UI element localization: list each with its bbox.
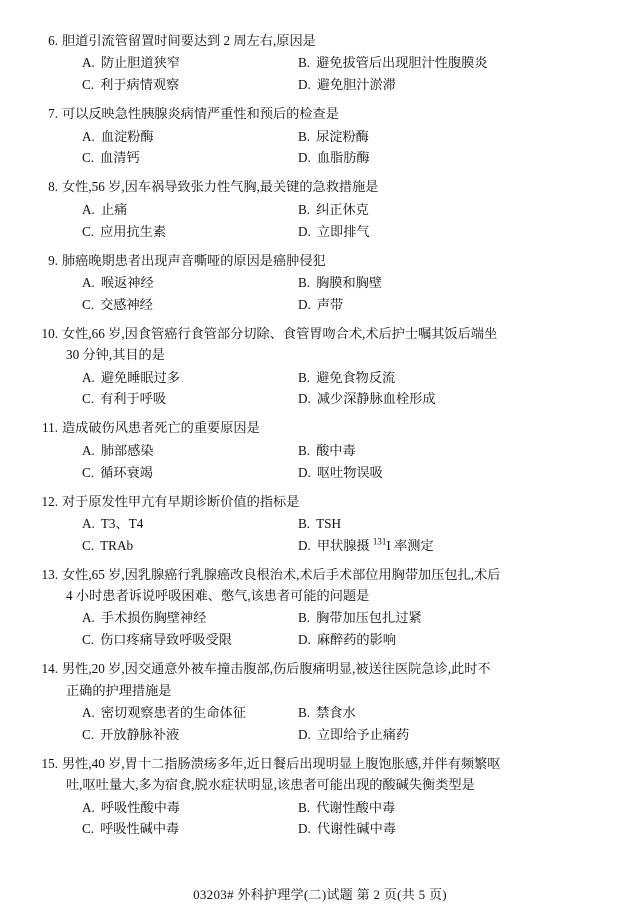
question-stem	[36, 250, 604, 271]
option-row	[66, 797, 604, 819]
option-c[interactable]	[66, 294, 294, 316]
option-row	[66, 272, 604, 294]
option-d[interactable]	[294, 388, 436, 410]
option-a[interactable]	[66, 797, 294, 819]
option-label: D.	[298, 223, 311, 239]
option-d[interactable]	[294, 535, 434, 557]
option-label: C.	[82, 150, 95, 166]
option-a[interactable]	[66, 272, 294, 294]
option-b[interactable]	[294, 52, 488, 74]
option-d[interactable]	[294, 294, 343, 316]
option-b[interactable]	[294, 607, 422, 629]
option-label: B.	[298, 369, 311, 385]
option-text: 血脂肪酶	[316, 150, 370, 166]
question-text: 肺癌晚期患者出现声音嘶哑的原因是癌肿侵犯	[62, 252, 326, 268]
question-number: 7.	[48, 106, 58, 122]
option-label: B.	[298, 515, 311, 531]
option-text: 喉返神经	[100, 274, 154, 290]
option-row	[66, 74, 604, 96]
option-text: 有利于呼吸	[100, 391, 167, 407]
option-b[interactable]	[294, 199, 369, 221]
option-label: A.	[82, 705, 95, 720]
question-text-continued: 正确的护理措施是	[66, 682, 172, 698]
option-label: C.	[82, 726, 95, 742]
option-label: A.	[82, 799, 95, 815]
option-b[interactable]	[294, 513, 341, 535]
option-list	[66, 126, 604, 170]
option-text: 密切观察患者的生命体征	[100, 705, 246, 720]
option-label: D.	[298, 632, 311, 648]
option-label: D.	[298, 726, 311, 742]
option-text: 血清钙	[100, 150, 140, 166]
option-text: 尿淀粉酶	[316, 128, 369, 144]
option-row	[66, 513, 604, 535]
option-c[interactable]	[66, 388, 294, 410]
option-label: B.	[298, 128, 311, 144]
option-list	[66, 607, 604, 651]
question-text: 造成破伤风患者死亡的重要原因是	[62, 420, 260, 436]
option-text: TSH	[316, 515, 342, 531]
option-d[interactable]	[294, 629, 396, 651]
option-d[interactable]	[294, 221, 370, 243]
option-label: B.	[298, 442, 311, 458]
question-text: 可以反映急性胰腺炎病情严重性和预后的检查是	[62, 106, 339, 122]
option-list	[66, 52, 604, 96]
option-row	[66, 440, 604, 462]
option-label: D.	[298, 464, 311, 480]
option-b[interactable]	[294, 272, 382, 294]
option-text: 呕吐物误吸	[316, 464, 383, 480]
option-c[interactable]	[66, 221, 294, 243]
question-number: 15.	[41, 755, 58, 771]
option-text: 手术损伤胸壁神经	[100, 610, 207, 626]
question-number: 8.	[48, 179, 58, 195]
option-row	[66, 199, 604, 221]
question-item	[36, 564, 604, 652]
option-text: 声带	[316, 296, 344, 312]
option-row	[66, 126, 604, 148]
option-text: 代谢性酸中毒	[316, 799, 396, 815]
question-item	[36, 323, 604, 411]
option-row	[66, 147, 604, 169]
option-label: C.	[82, 77, 95, 93]
option-b[interactable]	[294, 797, 395, 819]
option-row	[66, 702, 604, 724]
option-label: A.	[82, 610, 95, 626]
option-label: C.	[82, 632, 95, 648]
option-text: 胸带加压包扎过紧	[316, 610, 422, 626]
option-text: 呼吸性碱中毒	[100, 821, 180, 837]
option-text: 甲状腺摄 $^{131}$I 率测定	[316, 536, 434, 553]
question-stem	[36, 564, 604, 585]
question-number: 14.	[41, 661, 58, 677]
option-a[interactable]	[66, 199, 294, 221]
option-label: B.	[298, 610, 311, 626]
option-b[interactable]	[294, 702, 356, 724]
option-label: B.	[298, 201, 311, 217]
option-label: D.	[298, 821, 311, 837]
option-row	[66, 52, 604, 74]
question-text: 胆道引流管留置时间要达到 2 周左右,原因是	[62, 33, 316, 48]
option-text: 交感神经	[100, 296, 153, 312]
option-text: 避免胆汁淤滞	[316, 77, 396, 93]
option-a[interactable]	[66, 126, 294, 148]
option-row	[66, 629, 604, 651]
option-label: D.	[298, 296, 311, 312]
option-a[interactable]	[66, 52, 294, 74]
option-label: A.	[82, 369, 95, 385]
option-text: 立即给予止痛药	[316, 726, 410, 742]
option-a[interactable]	[66, 513, 294, 535]
option-text: 肺部感染	[100, 442, 154, 458]
option-text: 立即排气	[316, 223, 370, 239]
question-text: 女性,66 岁,因食管癌行食管部分切除、食管胃吻合术,术后护士嘱其饭后端坐	[62, 325, 498, 341]
question-stem	[36, 658, 604, 679]
option-row	[66, 818, 604, 840]
option-c[interactable]	[66, 462, 294, 484]
option-label: D.	[298, 150, 311, 166]
question-text: 男性,40 岁,胃十二指肠溃疡多年,近日餐后出现明显上腹饱胀感,并伴有频繁呕	[62, 755, 501, 771]
option-label: C.	[82, 296, 95, 312]
question-item	[36, 658, 604, 746]
option-list	[66, 702, 604, 746]
option-row	[66, 607, 604, 629]
option-label: A.	[82, 274, 95, 290]
option-a[interactable]	[66, 440, 294, 462]
question-item	[36, 103, 604, 169]
option-label: A.	[82, 55, 95, 71]
option-row	[66, 388, 604, 410]
question-list	[36, 30, 604, 840]
question-stem	[36, 103, 604, 124]
option-d[interactable]	[294, 462, 383, 484]
question-text-continued: 30 分钟,其目的是	[66, 347, 165, 363]
option-row	[66, 724, 604, 746]
question-stem	[36, 491, 604, 512]
question-item	[36, 30, 604, 96]
question-stem	[36, 30, 604, 51]
option-text: 避免拔管后出现胆汁性腹膜炎	[316, 55, 488, 71]
option-c[interactable]	[66, 629, 294, 651]
option-c[interactable]	[66, 147, 294, 169]
option-label: B.	[298, 274, 311, 290]
option-text: TRAb	[100, 537, 134, 553]
option-text: 代谢性碱中毒	[316, 821, 396, 837]
option-row	[66, 462, 604, 484]
option-text: 防止胆道狭窄	[100, 55, 180, 71]
option-a[interactable]	[66, 607, 294, 629]
question-text: 女性,56 岁,因车祸导致张力性气胸,最关键的急救措施是	[62, 179, 379, 195]
option-d[interactable]	[294, 147, 370, 169]
question-text: 男性,20 岁,因交通意外被车撞击腹部,伤后腹痛明显,被送往医院急诊,此时不	[62, 661, 491, 677]
question-text: 对于原发性甲亢有早期诊断价值的指标是	[62, 493, 300, 509]
option-text: 血淀粉酶	[100, 128, 154, 144]
option-text: 酸中毒	[316, 442, 356, 458]
option-label: A.	[82, 201, 95, 217]
option-a[interactable]	[66, 702, 294, 724]
option-label: C.	[82, 821, 95, 837]
question-item	[36, 753, 604, 841]
option-label: C.	[82, 223, 95, 239]
option-d[interactable]	[294, 74, 396, 96]
option-label: A.	[82, 515, 95, 531]
option-label: A.	[82, 128, 95, 144]
option-label: C.	[82, 391, 95, 407]
question-number: 6.	[48, 33, 58, 48]
option-c[interactable]	[66, 818, 294, 840]
option-b[interactable]	[294, 126, 369, 148]
option-text: 伤口疼痛导致呼吸受限	[100, 632, 232, 648]
option-text: 呼吸性酸中毒	[100, 799, 180, 815]
question-stem	[36, 417, 604, 438]
option-text: 止痛	[100, 201, 128, 217]
option-text: 减少深静脉血栓形成	[316, 391, 436, 407]
question-number: 12.	[41, 493, 58, 509]
option-list	[66, 513, 604, 557]
option-c[interactable]	[66, 724, 294, 746]
question-item	[36, 250, 604, 316]
option-text: 禁食水	[316, 705, 356, 720]
option-label: A.	[82, 442, 95, 458]
question-text-continued: 4 小时患者诉说呼吸困难、憋气,该患者可能的问题是	[66, 588, 370, 604]
option-text: T3、T4	[100, 515, 144, 531]
option-row	[66, 221, 604, 243]
option-list	[66, 272, 604, 316]
option-b[interactable]	[294, 440, 356, 462]
option-text: 避免睡眠过多	[100, 369, 180, 385]
option-list	[66, 440, 604, 484]
option-label: C.	[82, 537, 95, 553]
question-item	[36, 176, 604, 242]
option-label: D.	[298, 391, 311, 407]
option-text: 麻醉药的影响	[316, 632, 396, 648]
option-c[interactable]	[66, 535, 294, 557]
option-list	[66, 797, 604, 841]
option-row	[66, 294, 604, 316]
question-number: 10.	[41, 325, 58, 341]
option-label: B.	[298, 799, 311, 815]
option-label: B.	[298, 55, 311, 71]
option-text: 应用抗生素	[100, 223, 167, 239]
question-stem	[36, 323, 604, 344]
question-item	[36, 417, 604, 483]
question-stem	[36, 753, 604, 774]
option-d[interactable]	[294, 818, 396, 840]
option-text: 胸膜和胸壁	[316, 274, 383, 290]
option-text: 利于病情观察	[100, 77, 180, 93]
page-footer: 03203# 外科护理学(二)试题 第 2 页(共 5 页)	[193, 887, 447, 902]
option-text: 循环衰竭	[100, 464, 153, 480]
question-number: 11.	[42, 420, 58, 436]
option-list	[66, 199, 604, 243]
question-text: 女性,65 岁,因乳腺癌行乳腺癌改良根治术,术后手术部位用胸带加压包扎,术后	[62, 566, 501, 582]
option-c[interactable]	[66, 74, 294, 96]
option-list	[66, 367, 604, 411]
question-number: 13.	[41, 566, 58, 582]
option-row	[66, 367, 604, 389]
option-label: C.	[82, 464, 95, 480]
option-row	[66, 535, 604, 557]
option-text: 纠正休克	[316, 201, 369, 217]
option-label: D.	[298, 537, 311, 553]
question-stem	[36, 176, 604, 197]
question-number: 9.	[48, 252, 58, 268]
option-text: 开放静脉补液	[100, 726, 180, 742]
option-text: 避免食物反流	[316, 369, 396, 385]
question-item	[36, 491, 604, 557]
option-a[interactable]	[66, 367, 294, 389]
option-d[interactable]	[294, 724, 409, 746]
option-label: D.	[298, 77, 311, 93]
option-b[interactable]	[294, 367, 395, 389]
question-text-continued: 吐,呕吐量大,多为宿食,脱水症状明显,该患者可能出现的酸碱失衡类型是	[66, 777, 475, 793]
option-label: B.	[298, 705, 311, 720]
